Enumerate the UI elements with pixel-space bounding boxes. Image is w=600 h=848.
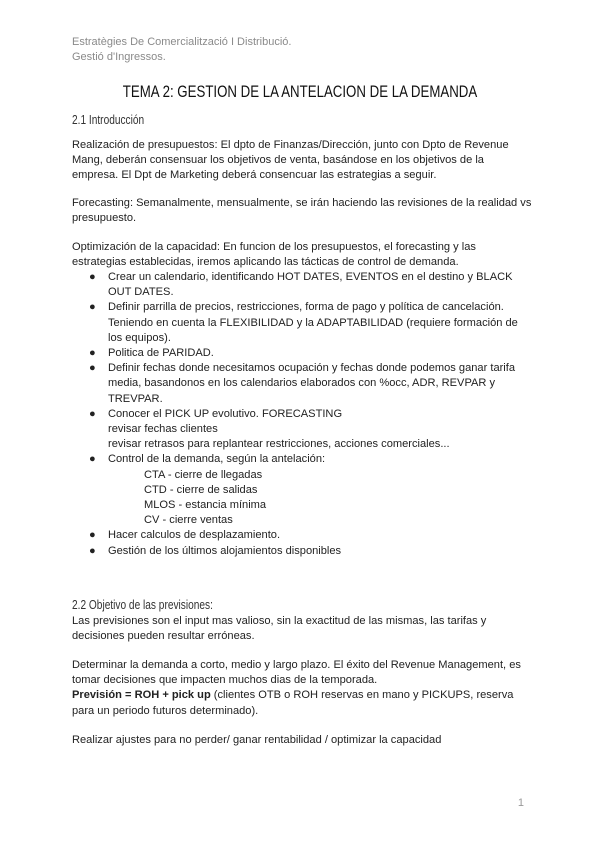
list-item: ● Crear un calendario, identificando HOT DATES, EVENTOS en el destino y BLACK OUT DATES. xyxy=(89,271,513,299)
paragraph-optimizacion: Optimización de la capacidad: En funcion de los presupuestos, el forecasting y las estrategias establecidas, iremos aplicando las tácticas de control de demanda. xyxy=(72,241,476,269)
paragraph-demanda: Determinar la demanda a corto, medio y largo plazo. El éxito del Revenue Management, es tomar decisiones que impacten muchos dias de la temporada. xyxy=(72,659,521,687)
paragraph-presupuestos: Realización de presupuestos: El dpto de Finanzas/Dirección, junto con Dpto de Revenue Mang, deberán consensuar los objetivos de venta, basándose en los objetivos de la empresa. El Dpt de Marketing deberá consencuar las estrategias a seguir. xyxy=(72,139,509,182)
list-item: ● Hacer calculos de desplazamiento. xyxy=(89,529,281,542)
formula-bold: Previsión = ROH + pick up xyxy=(72,689,211,702)
section-heading-objetivo: 2.2 Objetivo de las previsiones: xyxy=(72,597,213,612)
paragraph-forecasting: Forecasting: Semanalmente, mensualmente, se irán haciendo las revisiones de la realidad vs presupuesto. xyxy=(72,197,532,225)
header-course: Estratègies De Comercialització I Distribució. xyxy=(72,36,292,48)
section2-body-1 xyxy=(72,614,532,644)
header-subject: Gestió d'Ingressos. xyxy=(72,51,166,63)
sub-line: MLOS - estancia mínima xyxy=(144,499,267,512)
section2-body-2 xyxy=(72,658,532,719)
section1-body-2 xyxy=(72,196,532,226)
paragraph-ajustes: Realizar ajustes para no perder/ ganar rentabilidad / optimizar la capacidad xyxy=(72,734,442,746)
formula-explanation: (clientes OTB o ROH reservas en mano y PICKUPS, reserva para un periodo futuros determinado). xyxy=(72,689,514,717)
list-item: ● Conocer el PICK UP evolutivo. FORECASTING revisar fechas clientes revisar retrasos para replantear restricciones, acciones comerciales... xyxy=(72,407,532,453)
page-number: 1 xyxy=(517,797,524,809)
sub-line: revisar retrasos para replantear restricciones, acciones comerciales... xyxy=(108,438,450,451)
paragraph-formula xyxy=(72,688,532,718)
paragraph-previsiones: Las previsiones son el input mas valioso, sin la exactitud de las mismas, las tarifas y decisiones pueden resultar erróneas. xyxy=(72,615,487,643)
section-heading-introduccion: 2.1 Introducción xyxy=(72,112,145,127)
list-item: ● Definir parrilla de precios, restricciones, forma de pago y política de cancelación. Teniendo en cuenta la FLEXIBILIDAD y la ADAPTABILIDAD (requiere formación de los equipos). xyxy=(89,301,518,344)
sub-line: CTD - cierre de salidas xyxy=(144,483,258,496)
page-header xyxy=(72,35,291,65)
page-title: TEMA 2: GESTION DE LA ANTELACION DE LA DEMANDA xyxy=(122,82,478,101)
section2-body-3 xyxy=(72,733,532,748)
sub-line: CV - cierre ventas xyxy=(144,514,233,527)
section1-body xyxy=(72,138,532,184)
list-item: ● Politica de PARIDAD. xyxy=(89,347,214,360)
section1-body-3 xyxy=(72,240,532,270)
list-item: ● Control de la demanda, según la antelación: CTA - cierre de llegadas CTD - cierre de salidas MLOS - estancia mínima CV - cierre ventas xyxy=(72,452,532,528)
list-item: ● Definir fechas donde necesitamos ocupación y fechas donde podemos ganar tarifa media, basandonos en los calendarios elaborados con %occ, ADR, REVPAR y TREVPAR. xyxy=(89,362,516,405)
bullet-list xyxy=(72,270,532,559)
sub-line: CTA - cierre de llegadas xyxy=(144,468,263,481)
list-item: ● Gestión de los últimos alojamientos disponibles xyxy=(89,544,342,557)
sub-line: revisar fechas clientes xyxy=(108,423,218,436)
